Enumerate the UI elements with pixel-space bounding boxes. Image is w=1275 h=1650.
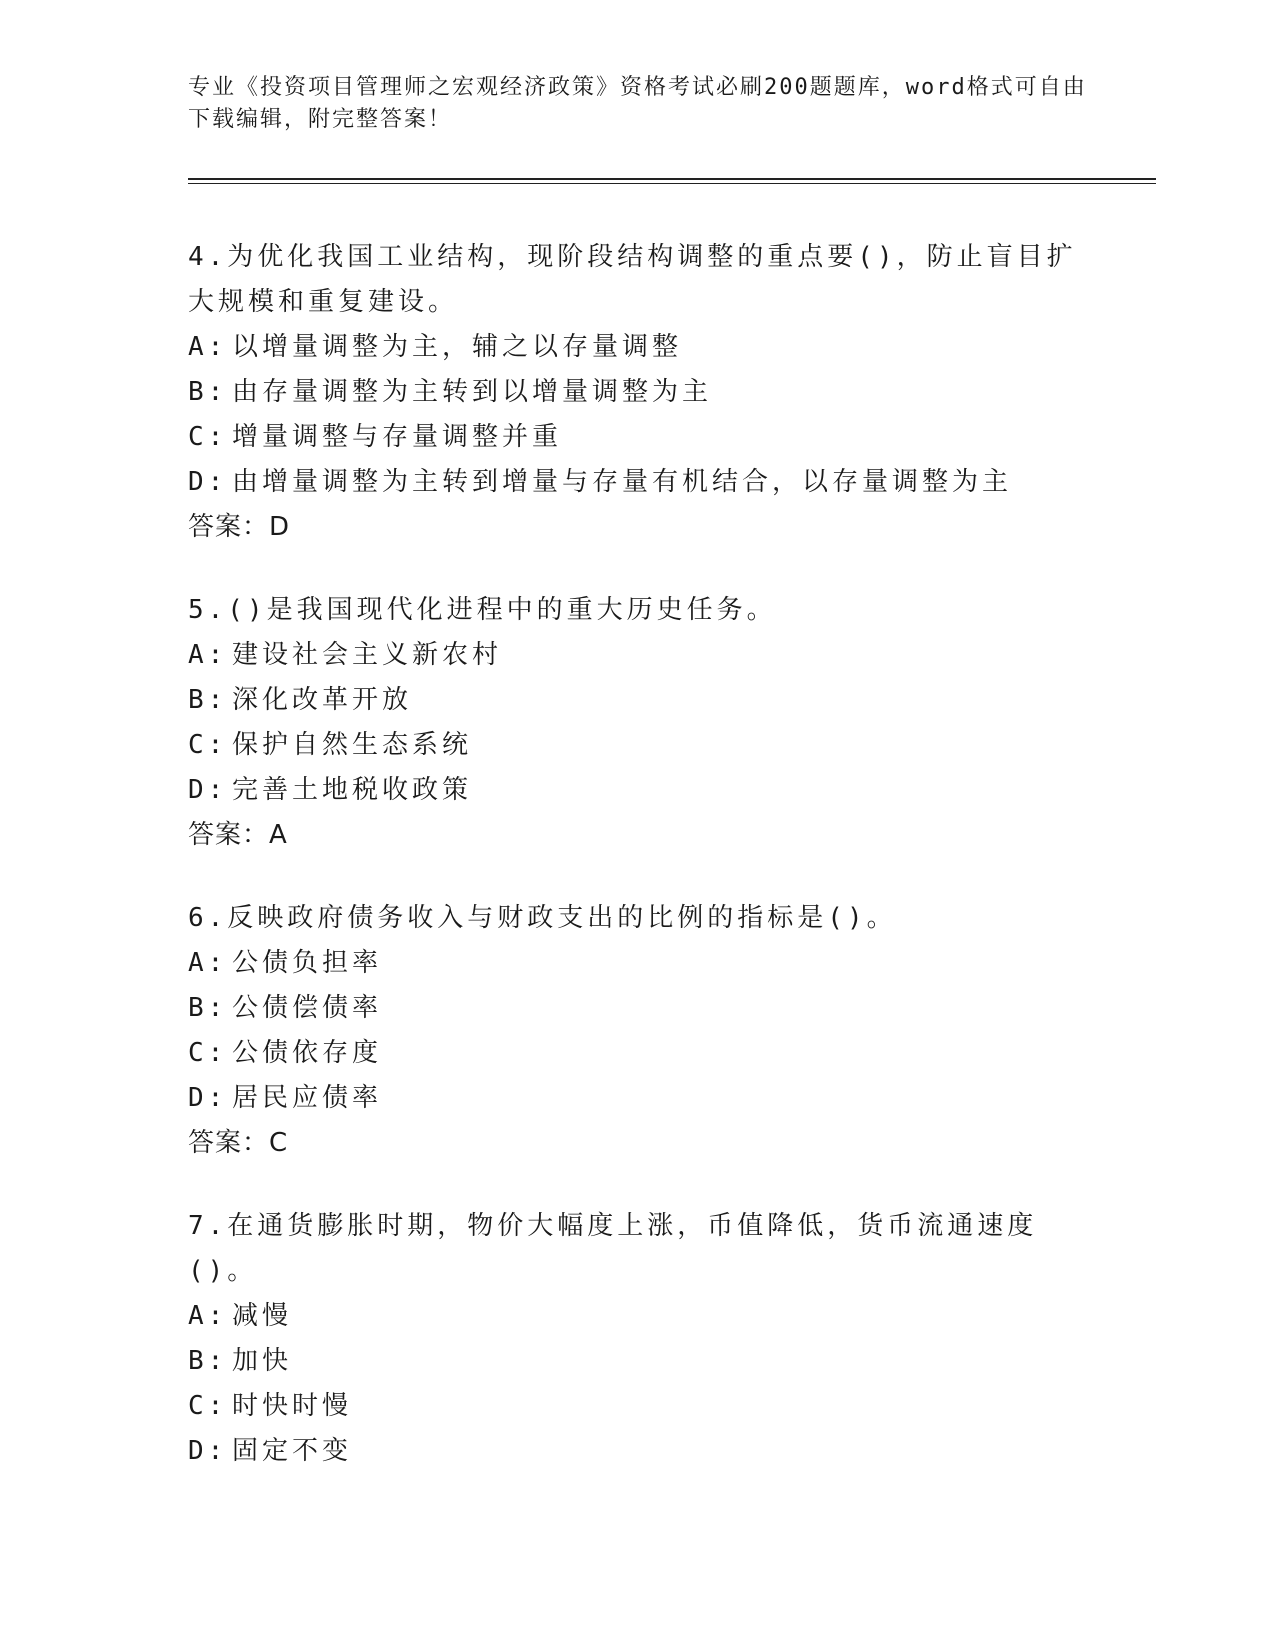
option-d [188, 768, 1088, 813]
option-letter: A: [188, 948, 228, 978]
question-stem: 7.在通货膨胀时期，物价大幅度上涨，币值降低，货币流通速度()。 [188, 1211, 1038, 1286]
option-text: 建设社会主义新农村 [232, 640, 503, 670]
question-stem: 4.为优化我国工业结构，现阶段结构调整的重点要()，防止盲目扩大规模和重复建设。 [188, 242, 1077, 317]
option-text: 居民应债率 [232, 1083, 383, 1113]
option-b [188, 1339, 1088, 1384]
option-letter: D: [188, 1083, 228, 1113]
question-stem: 5.()是我国现代化进程中的重大历史任务。 [188, 595, 777, 625]
option-text: 保护自然生态系统 [232, 730, 473, 760]
option-text: 固定不变 [232, 1436, 353, 1466]
header-divider-thin [188, 183, 1156, 184]
option-a [188, 325, 1088, 370]
option-d [188, 460, 1088, 505]
option-text: 以增量调整为主，辅之以存量调整 [232, 332, 683, 362]
option-text: 由增量调整为主转到增量与存量有机结合，以存量调整为主 [232, 467, 1013, 497]
option-text: 公债依存度 [232, 1038, 383, 1068]
option-b [188, 986, 1088, 1031]
header-divider-thick [188, 178, 1156, 180]
option-text: 公债偿债率 [232, 993, 383, 1023]
option-letter: A: [188, 640, 228, 670]
answer-line: 答案：D [188, 512, 291, 542]
option-c [188, 723, 1088, 768]
option-text: 减慢 [232, 1301, 293, 1331]
answer-line: 答案：C [188, 1128, 289, 1158]
option-c [188, 1031, 1088, 1076]
option-d [188, 1429, 1088, 1474]
option-letter: A: [188, 1301, 228, 1331]
option-letter: A: [188, 332, 228, 362]
option-text: 加快 [232, 1346, 293, 1376]
option-letter: B: [188, 377, 228, 407]
document-header: 专业《投资项目管理师之宏观经济政策》资格考试必刷200题题库，word格式可自由下载编辑，附完整答案！ [188, 75, 1087, 132]
question-block [188, 588, 1088, 858]
question-block [188, 896, 1088, 1166]
option-text: 增量调整与存量调整并重 [232, 422, 563, 452]
answer-line: 答案：A [188, 820, 288, 850]
option-text: 深化改革开放 [232, 685, 413, 715]
option-a [188, 941, 1088, 986]
option-b [188, 370, 1088, 415]
option-letter: C: [188, 1391, 228, 1421]
option-letter: B: [188, 993, 228, 1023]
option-letter: D: [188, 775, 228, 805]
option-letter: B: [188, 1346, 228, 1376]
option-text: 时快时慢 [232, 1391, 353, 1421]
question-block [188, 1204, 1088, 1474]
question-stem: 6.反映政府债务收入与财政支出的比例的指标是()。 [188, 903, 897, 933]
option-b [188, 678, 1088, 723]
option-text: 完善土地税收政策 [232, 775, 473, 805]
question-list [188, 235, 1088, 1512]
option-text: 由存量调整为主转到以增量调整为主 [232, 377, 713, 407]
option-letter: C: [188, 1038, 228, 1068]
option-letter: D: [188, 467, 228, 497]
option-text: 公债负担率 [232, 948, 383, 978]
option-letter: B: [188, 685, 228, 715]
option-c [188, 415, 1088, 460]
option-a [188, 633, 1088, 678]
option-letter: C: [188, 730, 228, 760]
option-letter: D: [188, 1436, 228, 1466]
option-c [188, 1384, 1088, 1429]
option-letter: C: [188, 422, 228, 452]
question-block [188, 235, 1088, 550]
option-a [188, 1294, 1088, 1339]
option-d [188, 1076, 1088, 1121]
